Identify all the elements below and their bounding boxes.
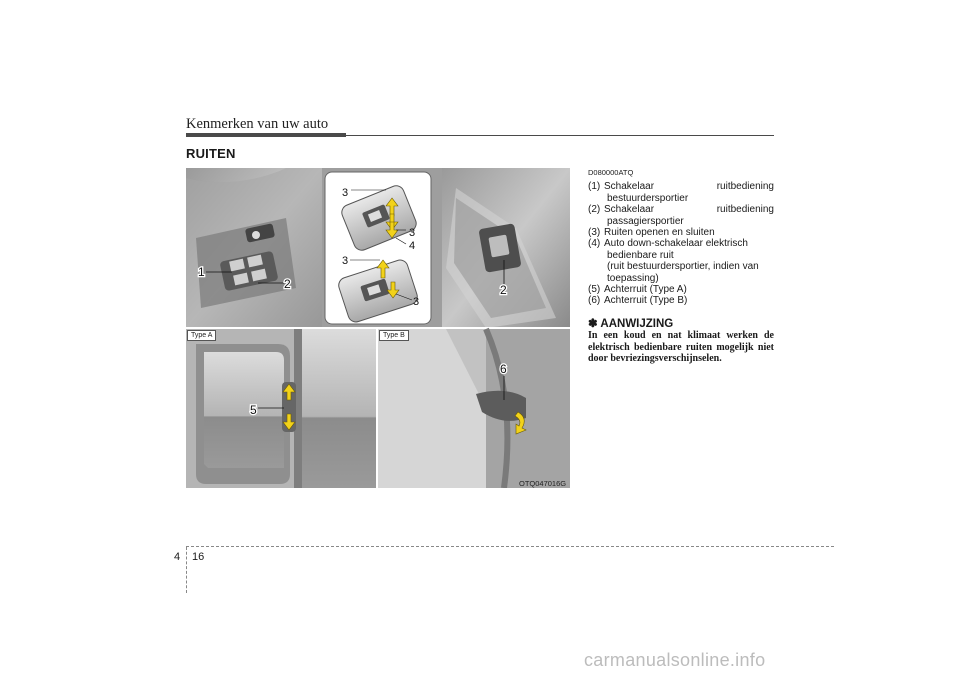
item-text: Ruiten openen en sluiten — [604, 227, 715, 239]
list-item — [588, 181, 774, 204]
callout-1: 1 — [198, 265, 205, 279]
callout-2b: 2 — [500, 283, 507, 297]
illustration-svg — [186, 168, 570, 488]
section-title: RUITEN — [186, 146, 236, 161]
content-column — [588, 167, 774, 365]
callout-3d: 3 — [413, 296, 420, 308]
callout-6: 6 — [500, 362, 507, 376]
list-item — [588, 227, 774, 238]
item-text: Schakelaar ruitbediening — [604, 181, 774, 193]
item-number: (2) — [588, 204, 601, 216]
item-number: (3) — [588, 227, 601, 239]
header-bar — [186, 133, 346, 137]
item-text: Achterruit (Type B) — [604, 295, 688, 307]
list-item — [588, 295, 774, 306]
item-number: (6) — [588, 295, 601, 307]
callout-4: 4 — [409, 240, 416, 252]
item-text-cont: bedienbare ruit — [607, 249, 674, 261]
item-number: (1) — [588, 181, 601, 193]
callout-2: 2 — [284, 277, 291, 291]
item-text: Auto down-schakelaar elektrisch — [604, 238, 748, 250]
chapter-number: 4 — [174, 551, 181, 563]
callout-3a: 3 — [342, 187, 349, 199]
page-number: 16 — [192, 551, 205, 563]
type-a-tag: Type A — [187, 330, 216, 341]
header-rule — [346, 135, 774, 136]
item-text: Achterruit (Type A) — [604, 284, 687, 296]
window-switch-illustration — [186, 168, 570, 488]
item-text-cont: bestuurdersportier — [607, 192, 689, 204]
callout-5: 5 — [250, 403, 257, 417]
item-number: (5) — [588, 284, 601, 296]
item-text: Schakelaar ruitbediening — [604, 204, 774, 216]
callout-3b: 3 — [409, 227, 416, 239]
list-item — [588, 204, 774, 227]
footer-divider — [186, 547, 187, 593]
list-item — [588, 284, 774, 295]
header-title: Kenmerken van uw auto — [186, 116, 329, 132]
watermark: carmanualsonline.info — [584, 650, 766, 670]
item-text-cont: passagiersportier — [607, 215, 684, 227]
item-text-cont2: (ruit bestuurdersportier, indien van toepassing) — [607, 261, 759, 284]
callout-3c: 3 — [342, 255, 349, 267]
note-body: In een koud en nat klimaat werken de elektrisch bedienbare ruiten mogelijk niet door bevriezingsverschijnselen. — [588, 330, 774, 365]
footer-rule — [186, 546, 834, 547]
item-number: (4) — [588, 238, 601, 250]
figure-code: OTQ047016G — [519, 479, 567, 488]
type-b-tag: Type B — [379, 330, 409, 341]
list-item — [588, 238, 774, 284]
doc-code: D080000ATQ — [588, 168, 634, 177]
note-title: ✽ AANWIJZING — [588, 317, 674, 330]
